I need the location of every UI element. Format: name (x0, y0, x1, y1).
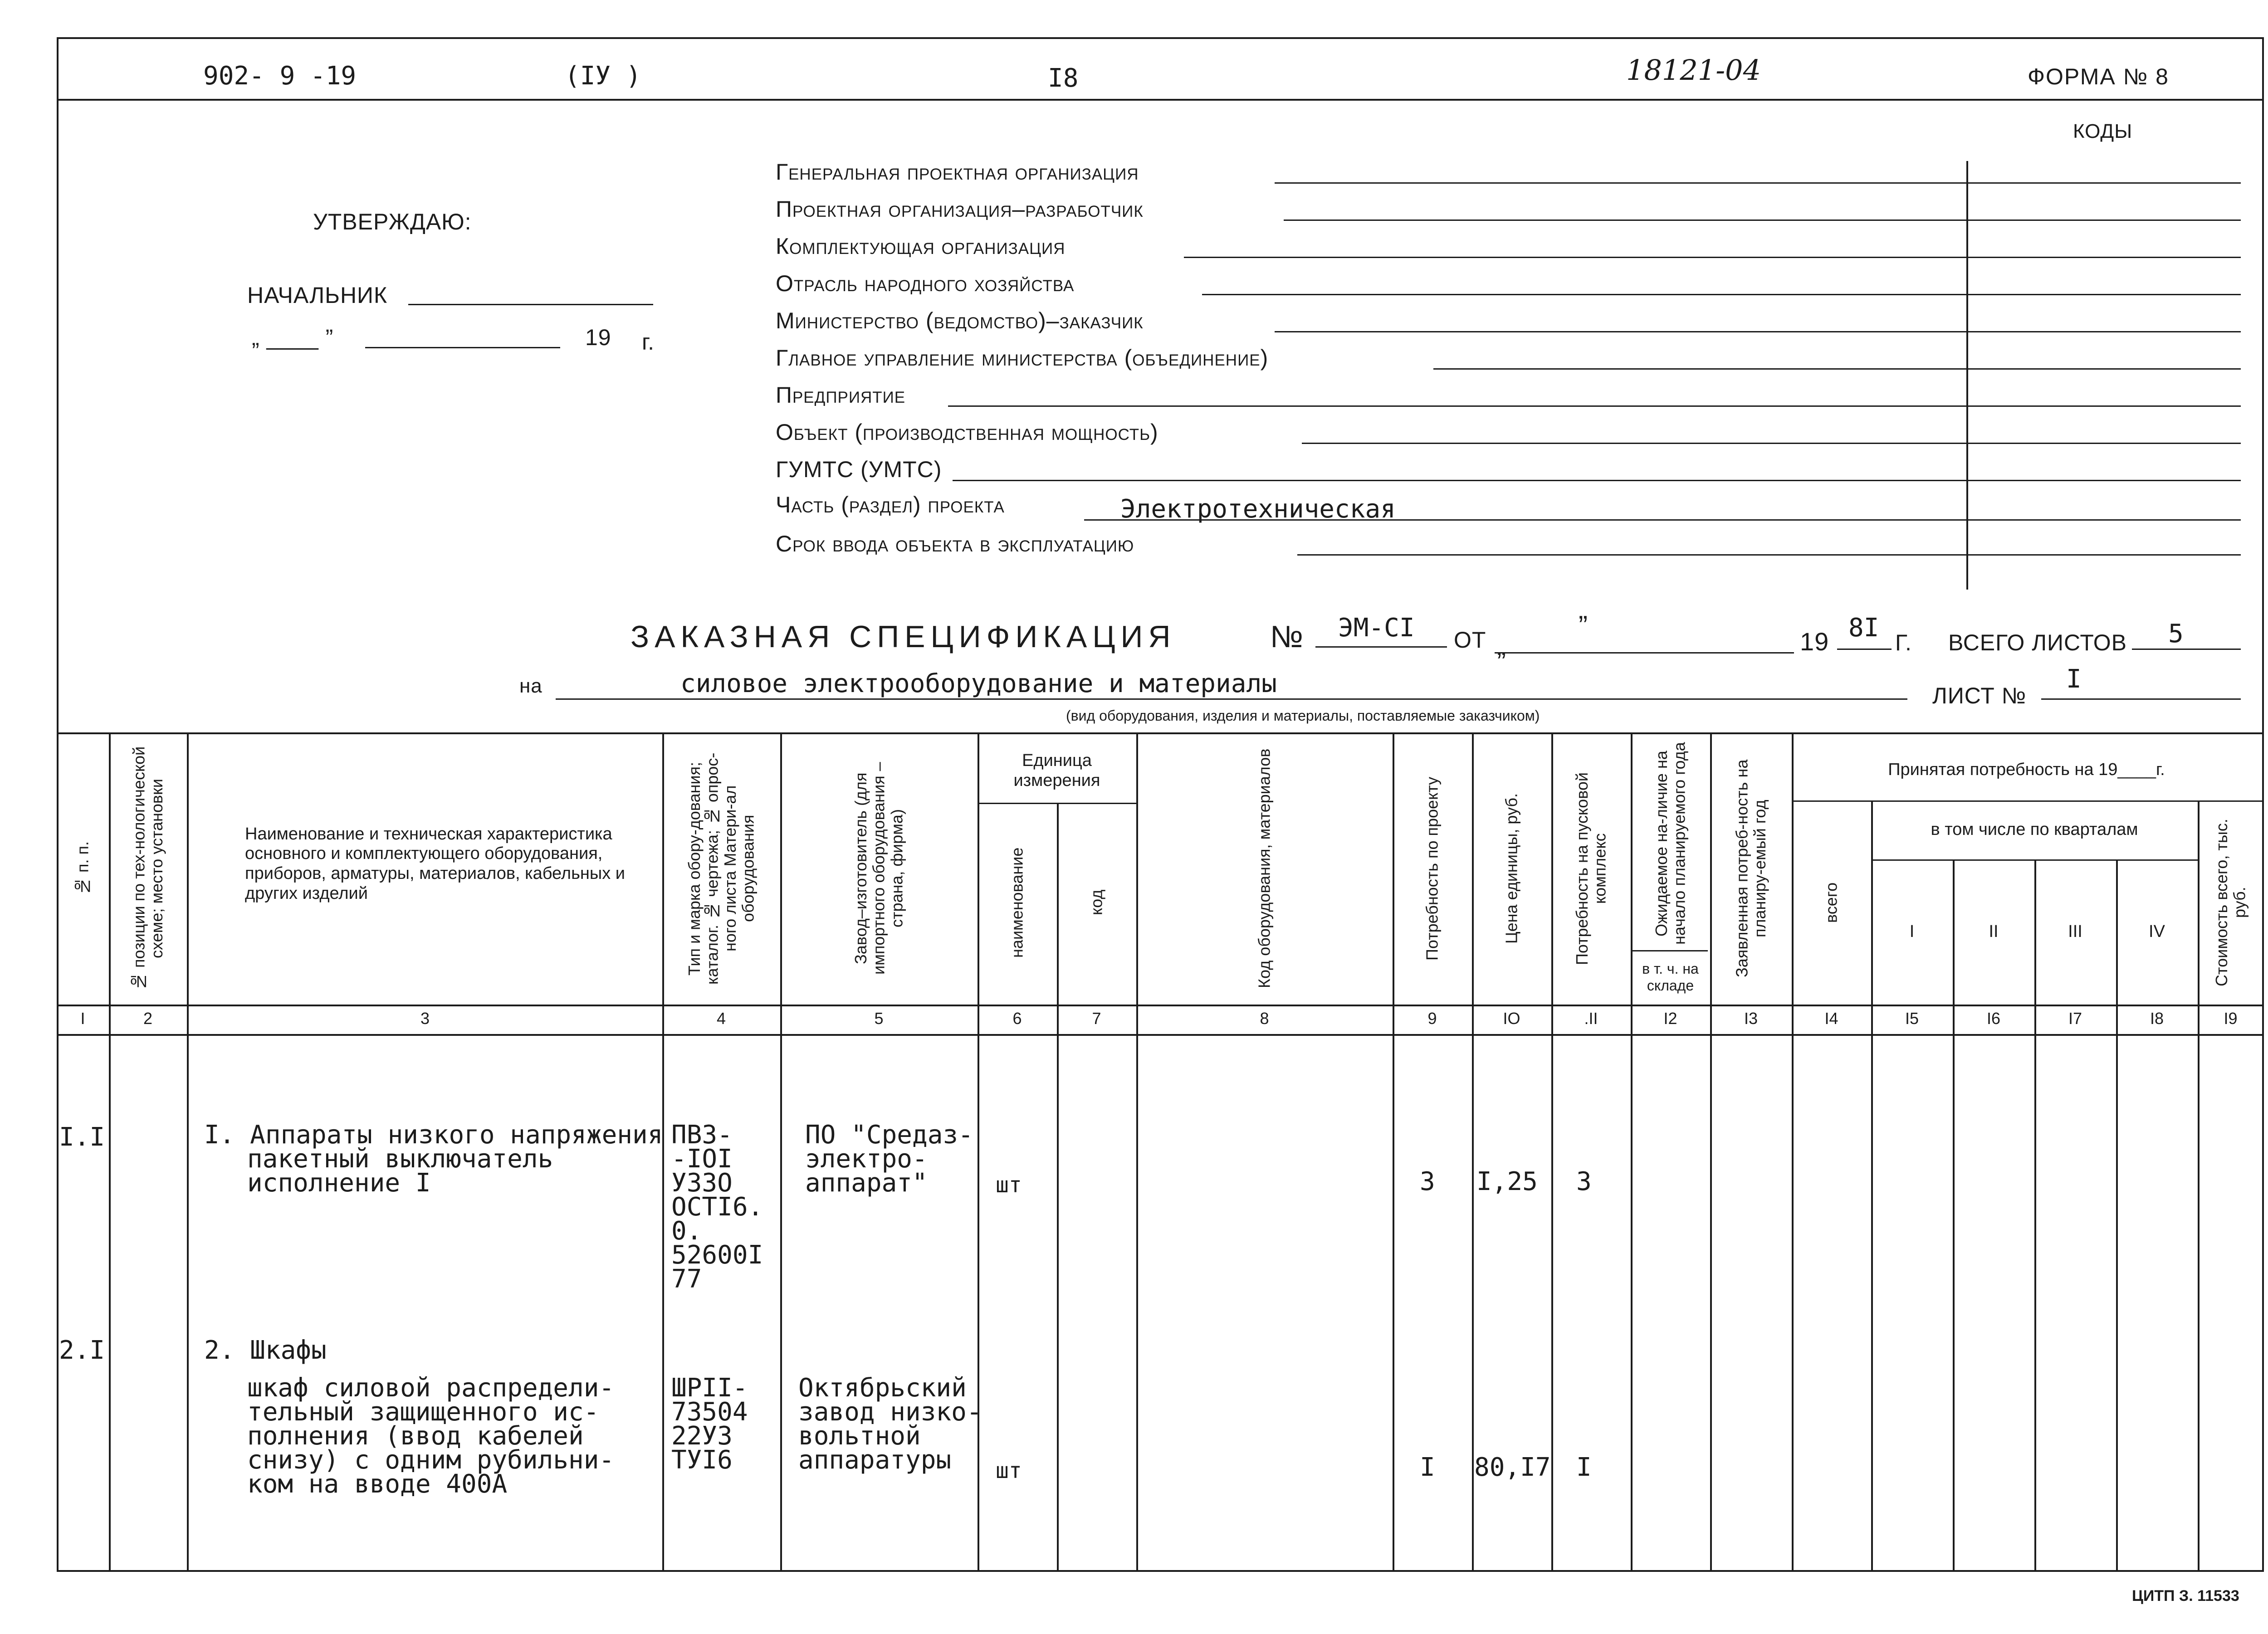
col-number: 6 (1012, 1009, 1022, 1028)
col-header-total: всего (1822, 882, 1841, 923)
col-number: I4 (1824, 1009, 1838, 1028)
spec-year-suffix: Г. (1895, 630, 1912, 655)
col-header-manufacturer: Завод–изготовитель (для импортного оборудования –страна, фирма) (851, 762, 906, 975)
spec-subject: силовое электрооборудование и материалы (680, 669, 1277, 698)
page-number: I8 (1048, 63, 1079, 93)
inventory-number: 18121-04 (1626, 54, 1761, 87)
org-field-label: Министерство (ведомство)–заказчик (776, 308, 1144, 333)
item-name-line: шкаф силовой распредели- (247, 1373, 615, 1403)
org-field-label: Проектная организация–разработчик (776, 196, 1144, 222)
col-number: I3 (1744, 1009, 1758, 1028)
approval-date-line (365, 347, 560, 348)
item-type-line: 0. (671, 1216, 702, 1246)
approve-label: УТВЕРЖДАЮ: (313, 209, 472, 234)
approval-year: 19 (585, 325, 611, 350)
item-type-line: 22УЗ (671, 1421, 733, 1451)
col-header-in-stock: в т. ч. на складе (1642, 961, 1699, 994)
col-number: 7 (1092, 1009, 1101, 1028)
section-title: 2. Шкафы (204, 1336, 327, 1365)
item-type-line: УЗЗО (671, 1168, 733, 1198)
col-number: I5 (1905, 1009, 1919, 1028)
spec-on-label: на (519, 675, 543, 697)
col-header-cost: Стоимость всего, тыс. руб. (2212, 819, 2249, 986)
item-unit-price: 80,I7 (1474, 1453, 1551, 1482)
col-header-position: № позиции по тех-нологической схеме; место установки (129, 746, 166, 991)
item-name-line: полнения (ввод кабелей (247, 1421, 584, 1451)
col-header-declared: Заявленная потреб-ность на планиру-емый год (1732, 759, 1769, 978)
spec-from-label: ОТ (1454, 627, 1486, 653)
item-project-need: I (1420, 1453, 1435, 1482)
col-header-q3: III (2068, 922, 2082, 941)
col-number: IO (1503, 1009, 1520, 1028)
org-field-label: Предприятие (776, 382, 906, 408)
col-header-launch-need: Потребность на пусковой комплекс (1572, 772, 1609, 965)
item-unit: шт (996, 1458, 1022, 1483)
col-header-type: Тип и марка обору-дования; каталог. № чертежа; № опрос-ного листа Матери-ал оборудования (684, 752, 758, 985)
col-header-expected: Ожидаемое на-личие на начало планируемого года (1652, 742, 1689, 945)
col-number: I6 (1986, 1009, 2001, 1028)
col-header-name: Наименование и техническая характеристика основного и комплектующего оборудования, приборов, арматуры, материалов, кабельных и других изделий (245, 824, 625, 903)
item-project-need: 3 (1420, 1167, 1435, 1196)
item-maker-line: Октябрьский (798, 1373, 967, 1403)
item-launch-need: I (1576, 1453, 1592, 1482)
col-number: .II (1584, 1009, 1598, 1028)
col-number: I2 (1663, 1009, 1677, 1028)
spec-year-prefix: 19 (1800, 627, 1829, 656)
col-number: 2 (143, 1009, 153, 1028)
col-header-equipment-code: Код оборудования, материалов (1255, 748, 1274, 989)
item-type-line: ПВЗ- (671, 1120, 733, 1150)
sheet-label: ЛИСТ № (1932, 683, 2027, 708)
org-field-label: Объект (производственная мощность) (776, 419, 1158, 445)
spec-date-quote-close: ” (1497, 647, 1506, 677)
spec-number: ЭМ-СI (1338, 613, 1415, 643)
chief-label: НАЧАЛЬНИК (247, 283, 388, 308)
item-launch-need: 3 (1576, 1167, 1592, 1196)
item-name-line: исполнение I (247, 1168, 431, 1198)
col-number: 4 (716, 1009, 726, 1028)
col-header-unit-group: Единица измерения (1013, 751, 1100, 790)
org-field-label: Срок ввода объекта в эксплуатацию (776, 531, 1134, 556)
col-header-q4: IV (2149, 922, 2165, 941)
col-number: 9 (1427, 1009, 1437, 1028)
spec-title: ЗАКАЗНАЯ СПЕЦИФИКАЦИЯ (631, 619, 1176, 654)
project-part-value: Электротехническая (1120, 494, 1396, 524)
col-header-unit-name: наименование (1007, 847, 1026, 958)
spec-subject-caption: (вид оборудования, изделия и материалы, поставляемые заказчиком) (1066, 707, 1540, 724)
col-number: I8 (2150, 1009, 2164, 1028)
item-unit-price: I,25 (1476, 1167, 1538, 1196)
item-name-line: снизу) с одним рубильни- (247, 1445, 615, 1475)
col-header-unit-price: Цена единицы, руб. (1502, 793, 1521, 944)
org-field-label: Отрасль народного хозяйства (776, 271, 1075, 296)
spec-date-quote-open: ” (1579, 610, 1588, 641)
item-maker-line: аппарат" (805, 1168, 928, 1198)
form-number: ФОРМА № 8 (2028, 64, 2169, 89)
item-type-line: 77 (671, 1264, 702, 1294)
spec-number-label: № (1270, 619, 1303, 654)
series-number: 902- 9 -19 (203, 61, 357, 91)
item-type-line: -IOI (671, 1144, 733, 1174)
col-header-row-number: № п. п. (73, 841, 92, 896)
chief-signature-line (408, 304, 653, 305)
sheet-value: I (2066, 664, 2082, 694)
col-number: I7 (2068, 1009, 2082, 1028)
org-field-label: Генеральная проектная организация (776, 159, 1139, 185)
item-maker-line: аппаратуры (798, 1445, 952, 1475)
org-field-label: Часть (раздел) проекта (776, 492, 1005, 517)
item-maker-line: завод низко- (798, 1397, 982, 1427)
codes-label: КОДЫ (2073, 120, 2133, 142)
item-name-line: тельный защищенного ис- (247, 1397, 599, 1427)
spec-year: 8I (1848, 613, 1879, 643)
col-number: 5 (874, 1009, 884, 1028)
item-unit: шт (996, 1172, 1022, 1198)
col-header-q2: II (1989, 922, 1999, 941)
item-maker-line: электро- (805, 1144, 928, 1174)
col-header-quarters: в том числе по кварталам (1931, 820, 2138, 839)
volume-number: (IУ ) (565, 61, 641, 91)
item-maker-line: вольтной (798, 1421, 921, 1451)
col-header-unit-code: код (1087, 889, 1106, 916)
item-type-line: 52600I (671, 1240, 763, 1270)
item-name-line: ком на вводе 400А (247, 1469, 508, 1499)
col-header-project-need: Потребность по проекту (1422, 776, 1442, 961)
approval-year-suffix: г. (642, 329, 655, 355)
codes-divider (1966, 161, 1968, 590)
item-type-line: ТУI6 (671, 1445, 733, 1475)
col-number: I (80, 1009, 85, 1028)
col-number: I9 (2224, 1009, 2238, 1028)
footer-stamp: ЦИТП З. 11533 (2132, 1587, 2239, 1605)
col-header-q1: I (1909, 922, 1915, 941)
total-sheets-value: 5 (2168, 619, 2184, 649)
item-maker-line: ПО "Средаз- (805, 1120, 973, 1150)
item-name-line: пакетный выключатель (247, 1144, 553, 1174)
org-field-label: ГУМТС (УМТС) (776, 457, 942, 482)
row-number: 2.I (59, 1336, 105, 1365)
approval-date-prefix: „ ____ ” (252, 325, 334, 350)
total-sheets-label: ВСЕГО ЛИСТОВ (1948, 630, 2127, 655)
item-type-line: ОСТI6. (671, 1192, 763, 1222)
col-number: 8 (1260, 1009, 1269, 1028)
org-field-label: Комплектующая организация (776, 234, 1066, 259)
row-number: I.I (59, 1122, 105, 1152)
item-type-line: 73504 (671, 1397, 748, 1427)
item-type-line: ШРII- (671, 1373, 748, 1403)
col-header-accepted: Принятая потребность на 19____г. (1888, 760, 2165, 779)
col-number: 3 (420, 1009, 430, 1028)
section-title: I. Аппараты низкого напряжения (204, 1120, 663, 1150)
org-field-label: Главное управление министерства (объединение) (776, 345, 1269, 371)
